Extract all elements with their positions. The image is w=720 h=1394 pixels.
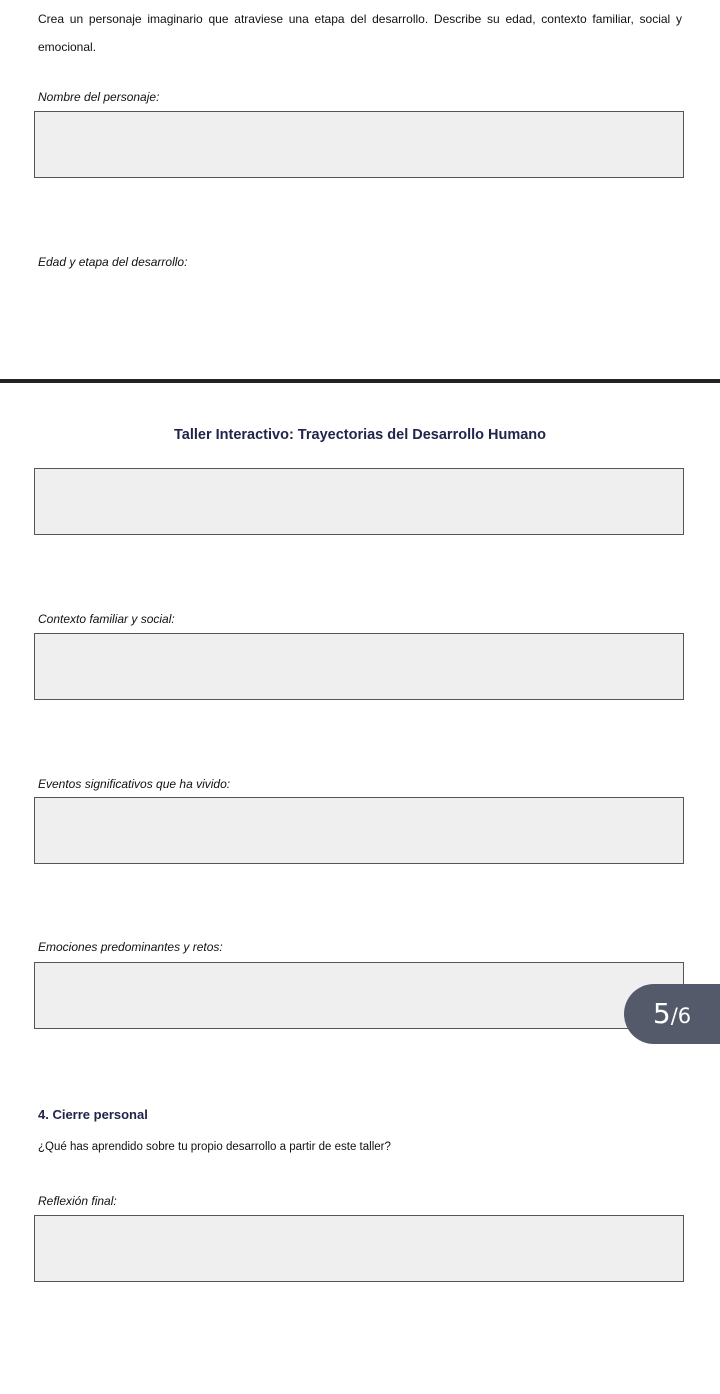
reflection-question: ¿Qué has aprendido sobre tu propio desarrollo a partir de este taller? (38, 1141, 391, 1153)
significant-events-field[interactable] (34, 797, 684, 864)
section-heading: 4. Cierre personal (38, 1107, 148, 1122)
age-stage-label: Edad y etapa del desarrollo: (38, 255, 188, 269)
final-reflection-label: Reflexión final: (38, 1194, 117, 1208)
family-social-context-label: Contexto familiar y social: (38, 612, 175, 626)
character-name-field[interactable] (34, 111, 684, 178)
page-divider (0, 379, 720, 383)
age-stage-field[interactable] (34, 468, 684, 535)
current-page-number: 5 (652, 997, 671, 1030)
emotions-challenges-field[interactable] (34, 962, 684, 1029)
significant-events-label: Eventos significativos que ha vivido: (38, 777, 231, 791)
total-pages: /6 (670, 1004, 692, 1028)
final-reflection-field[interactable] (34, 1215, 684, 1282)
emotions-challenges-label: Emociones predominantes y retos: (38, 940, 223, 954)
page-indicator-badge (624, 984, 720, 1044)
instruction-text: Crea un personaje imaginario que atraviese una etapa del desarrollo. Describe su edad, contexto familiar, social y emocional. (38, 12, 682, 54)
family-social-context-field[interactable] (34, 633, 684, 700)
page-title: Taller Interactivo: Trayectorias del Desarrollo Humano (173, 427, 547, 443)
character-name-label: Nombre del personaje: (38, 90, 160, 104)
